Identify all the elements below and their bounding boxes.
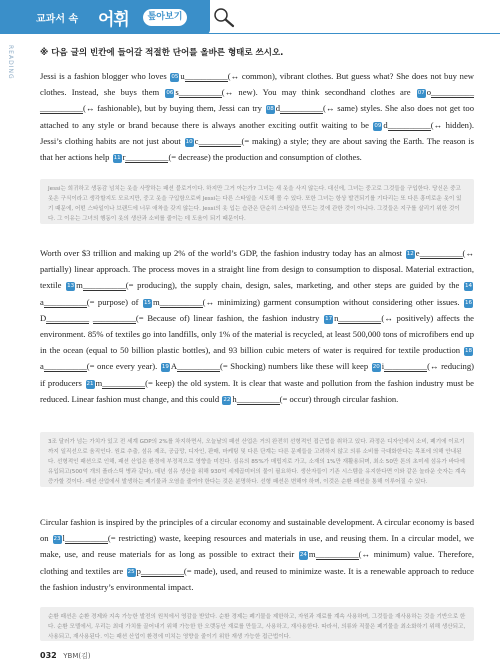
header-tag: 톺아보기 [143,9,187,26]
answer-blank[interactable]: __________ [40,103,83,114]
passage-text: (= keep) the old system. It is clear that waste and pollution from the fashion industry must be reduced. Linear fashion must change, and this could [40,377,474,404]
passage-text: Circular fashion is inspired by the principles of a circular economy and sustainable development. A circular economy is based on [40,517,474,544]
passage-text: (↔ partially) linear approach. The process moves in a straight line from design to consumption to disposal. Material extraction, textile [40,248,474,291]
blank-initial-letter: r [122,152,126,163]
textbook-label: YBM(김) [63,652,91,660]
blank-initial-letter: e [415,248,420,258]
answer-blank[interactable]: __________ [178,87,222,98]
passage-2 [40,245,474,407]
blank-initial-letter: i [381,361,385,372]
passage-text: (= Shocking) numbers like these will keep [220,361,371,372]
passage-text: (↔ reducing) if producers [40,361,475,388]
answer-blank[interactable]: __________ [43,361,87,372]
question-number-badge: 23 [53,536,61,543]
question-number-badge: 12 [406,251,414,257]
passage-text: (= occur) through circular fashion. [279,393,399,404]
header-title: 어휘 [98,10,129,30]
page-footer [40,651,91,661]
answer-blank[interactable]: __________ [102,377,146,388]
blank-initial-letter: l [62,533,65,544]
translation-2: 3조 달러가 넘는 가치가 있고 전 세계 GDP의 2%를 차지하면서, 오늘날의 패션 산업은 거의 완전히 선형적인 접근법을 취하고 있다. 과정은 디자인에서 소비, 폐기에 이르기까지 일직선으로 움직인다. 원료 추출, 섬유 제조, 공급망, 디자인, 판매, 마케팅 및 다른 단계는 다른 문제들을 고려하지 않고 의류 소비를 극대화한다는 목표에 의해 안내된다. 선형적인 패션으로 인해, 패션 산업은 환경에 부정적으로 영향을 미친다. 섬유의 85%가 매립지로 가고, 소재의 1%만 재활용되며, 최소 50만 톤의 초미세 섬유가 바다에 유입되고(500억 개의 플라스틱 병과 같다), 매년 섬유 생산을 위해 930억 세제곱미터의 물이 필요하다. 생산자들이 기존 시스템을 유지한다면 이와 같은 놀라운 숫자는 계속 증가할 것이다. 패션 산업에서 발생하는 폐기물과 오염을 줄여야 한다는 것은 분명하다. 선형 패션은 변해야 하며, 이것은 순환 패션을 통해 이루어질 수 있다. [40,432,474,487]
blank-initial-letter: m [308,549,316,560]
question-number-badge: 05 [171,74,179,80]
question-number-badge: 06 [166,90,174,97]
question-number-badge: 11 [113,155,121,162]
blank-initial-letter: a [40,361,44,372]
passage-text: (= made), used, and reused to minimize waste. It is a renewable approach to reduce the fashion industry’s environmental impact. [40,565,474,592]
passage-text: (↔ hidden). Jessi’s clothing habits are not just about [40,119,474,146]
passage-text: Jessi is a fashion blogger who loves [40,71,170,81]
header-prefix: 교과서 속 [36,14,79,25]
blank-initial-letter: c [194,135,199,146]
passage-1 [40,68,474,165]
answer-blank[interactable]: __________ [419,248,463,258]
blank-initial-letter: m [76,280,83,291]
answer-blank[interactable]: __________ [198,135,242,146]
question-number-badge: 08 [266,106,274,113]
blank-initial-letter: D [40,312,47,323]
header-band [0,0,210,34]
question-number-badge: 16 [464,299,472,306]
blank-initial-letter: A [170,361,178,372]
answer-blank[interactable]: __________ [338,312,382,323]
passage-text: (= once every year). [86,361,160,372]
answer-blank[interactable]: __________ [43,296,87,307]
passage-text: (↔ minimum) value. Therefore, clothing and textiles are [40,549,474,576]
passage-text: (↔ common), vibrant clothes. But guess what? She does not buy new clothes. Instead, she buys them [40,71,475,98]
blank-initial-letter: n [334,312,339,323]
passage-text: (↔ same) styles. She also does not get too attached to any style or brand because there is always another exciting outfit waiting to be [40,103,474,130]
passage-text: (= making) a style; they are about saving the Earth. The reason is that her actions help [40,135,475,163]
translation-3: 순환 패션은 순환 경제와 지속 가능한 발전의 원칙에서 영감을 받았다. 순환 경제는 폐기물을 제한하고, 자원과 재료를 계속 사용하며, 그것들을 재사용하는 것을 기반으로 한다. 순환 모델에서, 우리는 최대 가치를 끌어내기 위해 가능한 한 오랫동안 재료를 만들고, 사용하고, 재사용한다. 따라서, 의류와 직물은 폐기물을 최소화하기 위해 생산되고, 사용되고, 재사용된다. 이는 패션 산업이 환경에 미치는 영향을 줄이기 위한 재생 가능한 접근법이다. [40,607,474,641]
question-number-badge: 15 [143,299,151,306]
answer-blank[interactable]: __________ [431,87,475,98]
passage-3 [40,514,474,595]
answer-blank[interactable]: __________ [315,549,359,560]
passage-text: Worth over $3 trillion and making up 2% of the world’s GDP, the fashion industry today has an almost [40,248,405,258]
magnifier-icon [212,6,236,28]
answer-blank[interactable]: __________ [280,103,323,114]
question-number-badge: 14 [465,283,473,290]
answer-blank[interactable]: __________ [159,296,203,307]
page-number: 032 [40,651,57,660]
header-rule [0,33,500,34]
question-number-badge: 19 [161,364,169,371]
passage-text: (↔ positively) affects the environment. 85% of textiles go into landfills, only 1% of the material is recycled, at least 500,000 tons of microfibers end up in the ocean (equal to 50 billion plastic bottles), and 93 billion cubic meters of water is required for textile production [40,312,474,356]
passage-text: (↔ minimizing) garment consumption without considering other issues. [202,296,463,307]
answer-blank[interactable]: __________ [46,312,90,323]
answer-blank[interactable]: __________ [387,119,431,130]
blank-initial-letter: m [95,377,103,388]
question-number-badge: 10 [185,138,193,145]
blank-initial-letter: m [152,296,160,307]
passage-text: (↔ fashionable), but by buying them, Jessi can try [82,103,265,114]
answer-blank[interactable]: __________ [82,280,126,291]
question-number-badge: 18 [465,348,472,355]
answer-blank[interactable]: __________ [140,565,184,576]
question-number-badge: 25 [127,568,135,575]
question-number-badge: 13 [67,283,75,290]
blank-initial-letter: d [383,119,388,130]
side-tab [2,40,14,84]
passage-text: (= restricting) waste, keeping resources and materials in use, and reusing them. In a circular model, we make, use, and reuse materials for as long as possible to extract their [40,533,474,560]
answer-blank[interactable]: __________ [64,533,108,544]
answer-blank[interactable]: __________ [177,361,221,372]
question-number-badge: 24 [299,552,307,559]
blank-initial-letter: h [232,393,237,404]
blank-initial-letter: o [426,87,432,98]
answer-blank[interactable]: __________ [125,152,169,163]
instruction: ※ 다음 글의 빈칸에 들어갈 적절한 단어를 올바른 형태로 쓰시오. [40,48,284,58]
passage-text: (= producing), the supply chain, design, sales, marketing, and other steps are guided by the [125,280,464,291]
question-number-badge: 22 [223,396,231,403]
question-number-badge: 17 [325,315,333,322]
question-number-badge: 07 [417,90,425,97]
question-number-badge: 09 [374,122,382,129]
passage-text: (= purpose) of [86,296,142,307]
page-header [0,0,500,34]
passage-text: (= decrease) the production and consumption of clothes. [168,152,362,163]
blank-initial-letter: d [275,103,280,114]
translation-1: Jessi는 희귀하고 생동감 넘치는 옷을 사랑하는 패션 블로거이다. 하지만 그거 아는가? 그녀는 새 옷을 사지 않는다. 대신에, 그녀는 중고로 그것들을 구입한다. 당신은 중고 옷은 구식이라고 생각할지도 모르지만, 중고 옷을 구입함으로써 Jessi는 다른 스타일을 시도해 볼 수 있다. 또한 그녀는 항상 발견되기를 기다리는 또 다른 흥미로운 옷이 있기 때문에, 어떤 스타일이나 브랜드에 너무 애착을 갖지 않는다. Jessi의 옷 입는 습관은 단순히 스타일을 만드는 것에 관한 것이 아니다. 그것들은 지구를 살리기 위한 것이다. 그 이유는 그녀의 행동이 옷의 생산과 소비를 줄이는 데 도움이 되기 때문이다. [40,179,474,224]
passage-text: (= Because of) linear fashion, the fashion industry [135,312,324,323]
passage-text: (↔ new). You may think secondhand clothes are [221,87,416,98]
blank-initial-letter: a [40,296,44,307]
question-number-badge: 20 [372,364,380,371]
answer-blank[interactable]: __________ [184,71,228,81]
answer-blank[interactable]: __________ [384,361,428,372]
answer-blank[interactable]: __________ [92,312,136,323]
question-number-badge: 21 [86,380,94,387]
blank-initial-letter: p [136,565,141,576]
answer-blank[interactable]: __________ [236,393,280,404]
blank-initial-letter: u [180,71,185,81]
side-tab-label: READING [7,44,14,80]
blank-initial-letter: s [175,87,179,98]
